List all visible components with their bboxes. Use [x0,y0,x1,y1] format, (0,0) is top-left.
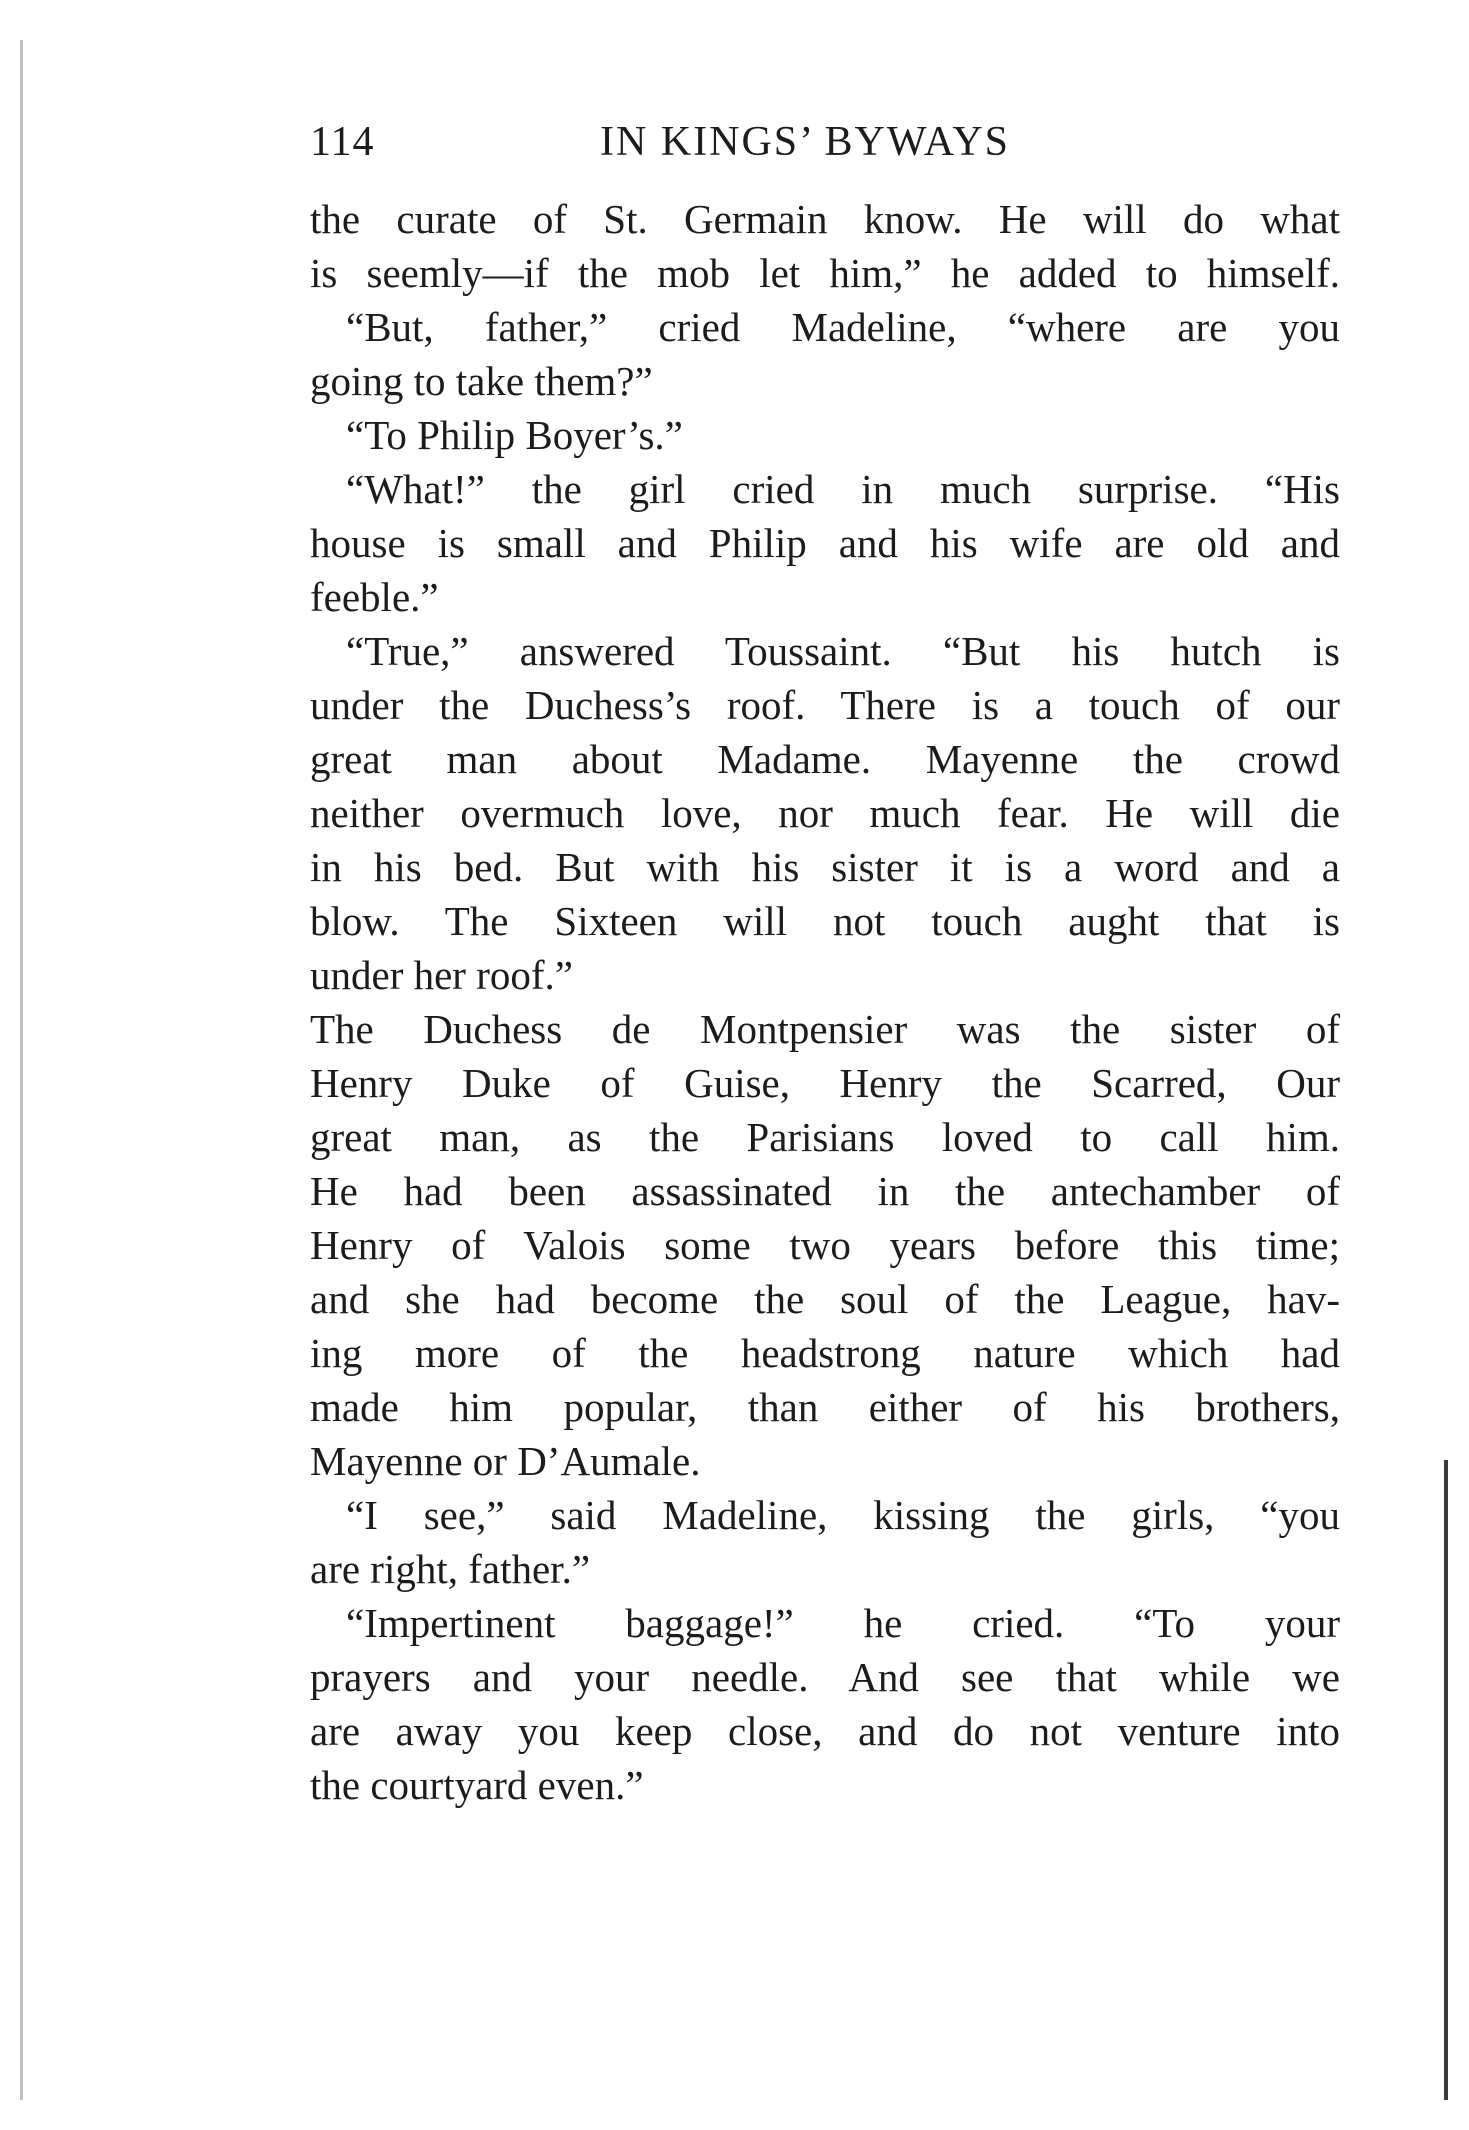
text-line: and she had become the soul of the League, hav- [310,1276,1340,1322]
text-line: Henry Duke of Guise, Henry the Scarred, Our [310,1060,1340,1106]
text-line: in his bed. But with his sister it is a word and a [310,844,1340,890]
text-line: under the Duchess’s roof. There is a touch of our [310,682,1340,728]
page-header [310,112,1340,172]
text-line: are right, father.” [310,1546,591,1592]
text-line: Henry of Valois some two years before this time; [310,1222,1340,1268]
text-line: “To Philip Boyer’s.” [346,412,683,458]
text-line: “What!” the girl cried in much surprise. “His [346,466,1340,512]
text-line: is seemly—if the mob let him,” he added to himself. [310,250,1340,296]
text-line: the curate of St. Germain know. He will do what [310,196,1340,242]
text-line: great man about Madame. Mayenne the crowd [310,736,1340,782]
page-edge-shadow [20,40,23,2100]
text-line: The Duchess de Montpensier was the sister of [310,1006,1340,1052]
text-line: house is small and Philip and his wife are old and [310,520,1340,566]
text-line: made him popular, than either of his brothers, [310,1384,1340,1430]
running-head: IN KINGS’ BYWAYS [600,119,1011,165]
text-line: feeble.” [310,574,439,620]
text-line: going to take them?” [310,358,653,404]
text-line: “True,” answered Toussaint. “But his hutch is [346,628,1340,674]
text-line: blow. The Sixteen will not touch aught that is [310,898,1340,944]
text-line: “Impertinent baggage!” he cried. “To your [346,1600,1340,1646]
text-line: “But, father,” cried Madeline, “where are you [346,304,1340,350]
text-line: neither overmuch love, nor much fear. He will die [310,790,1340,836]
text-line: the courtyard even.” [310,1762,644,1808]
gutter-rule [1444,1460,1448,2100]
text-line: under her roof.” [310,952,573,998]
text-line: Mayenne or D’Aumale. [310,1438,701,1484]
text-line: He had been assassinated in the antechamber of [310,1168,1340,1214]
body-text [310,192,1340,1812]
text-line: prayers and your needle. And see that while we [310,1654,1340,1700]
text-line: are away you keep close, and do not venture into [310,1708,1340,1754]
text-line: ing more of the headstrong nature which had [310,1330,1340,1376]
text-line: great man, as the Parisians loved to call him. [310,1114,1340,1160]
text-line: “I see,” said Madeline, kissing the girls, “you [346,1492,1340,1538]
page-number: 114 [310,119,375,165]
